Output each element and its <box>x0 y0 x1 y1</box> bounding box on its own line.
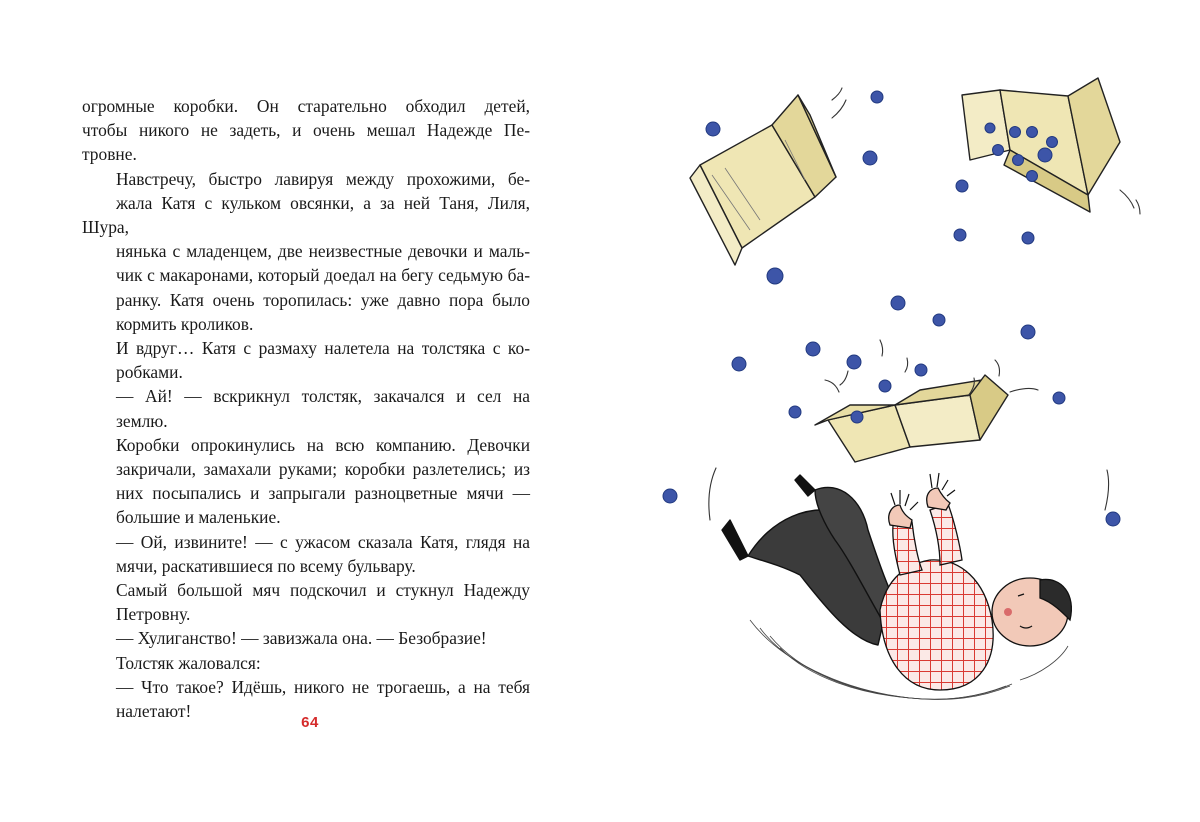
paragraph-5 <box>82 433 530 530</box>
body-text <box>82 94 530 723</box>
page-number: 64 <box>301 714 319 731</box>
text-line: землю. <box>116 410 168 431</box>
man-torso <box>880 560 993 690</box>
text-line: Коробки опрокинулись на всю компанию. Девочки <box>116 434 530 455</box>
paragraph-1 <box>82 94 530 167</box>
text-line: нянька с младенцем, две неизвестные девочки и маль- <box>116 241 530 262</box>
right-page <box>600 0 1200 822</box>
paragraph-8 <box>82 626 530 650</box>
paragraph-4 <box>82 384 530 432</box>
text-line: закричали, замахали руками; коробки разлетелись; из <box>116 459 530 480</box>
man-head <box>992 578 1071 646</box>
text-line: Навстречу, быстро лавируя между прохожими, бе- <box>116 168 530 189</box>
text-line: тровне. <box>82 144 137 165</box>
text-line: ранку. Катя очень торопилась: уже давно пора было <box>116 289 530 310</box>
text-line: жала Катя с кульком овсянки, а за ней Таня, Лиля, Шура, <box>82 192 530 238</box>
falling-man-illustration <box>600 0 1200 822</box>
text-line: — Хулиганство! — завизжала она. — Безобразие! <box>116 628 487 649</box>
text-line: И вдруг… Катя с размаху налетела на толстяка с ко- <box>116 338 530 359</box>
text-line: кормить кроликов. <box>116 313 254 334</box>
text-line: Толстяк жаловался: <box>116 652 261 673</box>
text-line: Самый большой мяч подскочил и стукнул Надежду <box>116 580 530 601</box>
paragraph-9 <box>82 651 530 675</box>
text-line: Петровну. <box>116 604 191 625</box>
text-line: робками. <box>116 362 183 383</box>
paragraph-7 <box>82 578 530 626</box>
paragraph-2 <box>82 167 530 336</box>
text-line: огромные коробки. Он старательно обходил детей, <box>82 96 530 116</box>
text-line: чик с макаронами, который доедал на бегу седьмую ба- <box>116 265 530 286</box>
text-line: большие и маленькие. <box>116 507 281 528</box>
man-arms <box>889 473 962 575</box>
text-line: чтобы никого не задеть, и очень мешал Надежде Пе- <box>82 120 530 141</box>
flying-box-left <box>690 95 836 265</box>
flying-box-right <box>962 78 1120 212</box>
text-line: — Ой, извините! — с ужасом сказала Катя, глядя на <box>116 531 530 552</box>
man-legs <box>722 475 900 645</box>
paragraph-6 <box>82 530 530 578</box>
text-line: налетают! <box>116 701 192 722</box>
paragraph-3 <box>82 336 530 384</box>
text-line: мячи, раскатившиеся по всему бульвару. <box>116 555 416 576</box>
flying-box-middle <box>815 375 1008 462</box>
text-line: — Что такое? Идёшь, никого не трогаешь, а на тебя <box>116 676 530 697</box>
text-line: них посыпались и запрыгали разноцветные мячи — <box>116 483 530 504</box>
text-line: — Ай! — вскрикнул толстяк, закачался и сел на <box>116 386 530 407</box>
